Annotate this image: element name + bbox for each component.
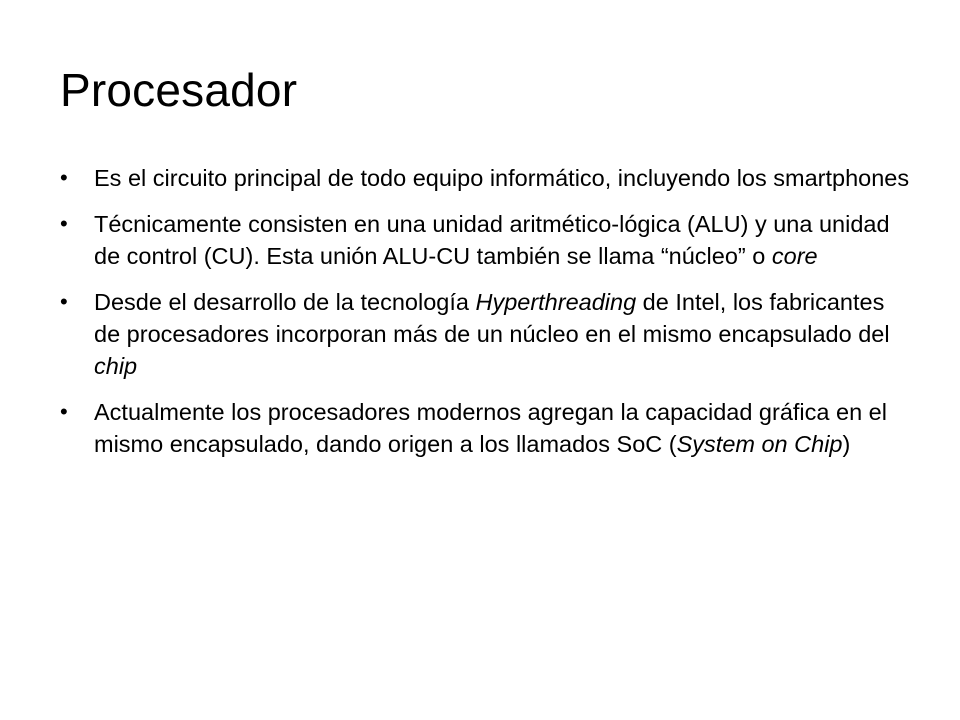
slide-title: Procesador (60, 64, 298, 116)
bullet-item (60, 208, 910, 272)
bullet-dot-icon: • (60, 165, 68, 190)
bullet-dot-icon: • (60, 399, 68, 424)
bullet-text-italic: core (771, 243, 818, 269)
bullet-text-italic: chip (94, 353, 138, 379)
bullet-text-italic: System on Chip (676, 431, 843, 457)
bullet-text-part: Actualmente los procesadores modernos agregan la capacidad gráfica en el mismo encapsulado, dando origen a los llamados SoC ( (94, 399, 887, 457)
bullet-text-part: Técnicamente consisten en una unidad aritmético-lógica (ALU) y una unidad de control (CU). Esta unión ALU-CU también se llama “núcleo” o (94, 211, 890, 269)
bullet-item (60, 286, 910, 382)
bullet-text (94, 165, 909, 191)
bullet-text-part: ) (842, 431, 851, 457)
bullet-text-part: Es el circuito principal de todo equipo informático, incluyendo los smartphones (94, 165, 910, 191)
bullet-list (60, 162, 910, 474)
bullet-text-part: Desde el desarrollo de la tecnología (94, 289, 476, 315)
bullet-item (60, 162, 910, 194)
bullet-text-italic: Hyperthreading (475, 289, 637, 315)
bullet-text-part: de Intel, los fabricantes de procesadores incorporan más de un núcleo en el mismo encapsulado del (94, 289, 890, 347)
bullet-text (94, 289, 890, 379)
bullet-text (94, 211, 890, 269)
bullet-dot-icon: • (60, 289, 68, 314)
bullet-item (60, 396, 910, 460)
bullet-text (94, 399, 887, 457)
bullet-dot-icon: • (60, 211, 68, 236)
